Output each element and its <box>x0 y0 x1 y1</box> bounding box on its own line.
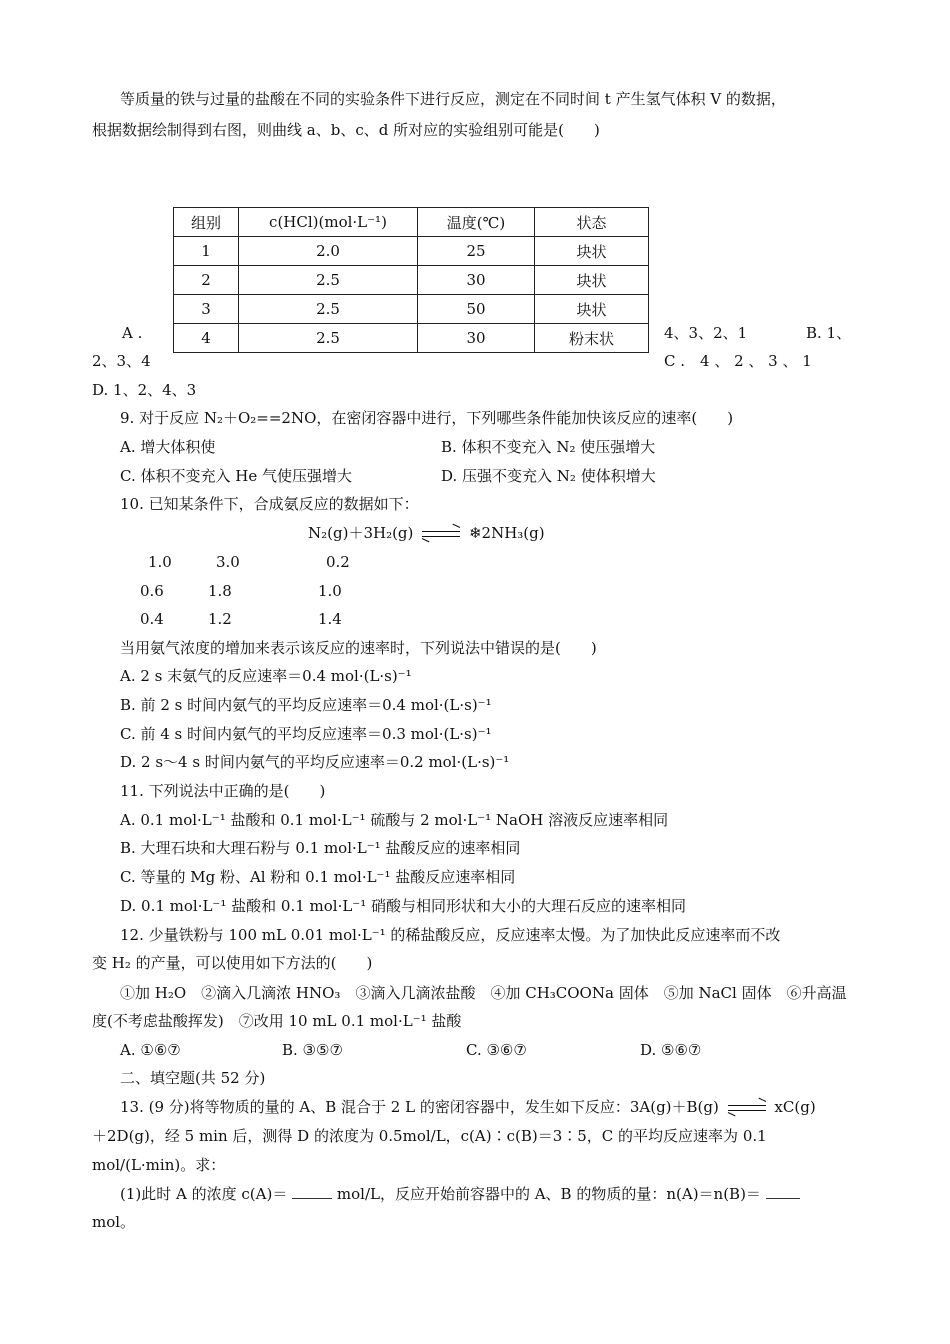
q12-option-c: C. ③⑥⑦ <box>466 1041 527 1059</box>
q10-option-a: A. 2 s 末氨气的反应速率＝0.4 mol·(L·s)⁻¹ <box>120 667 412 685</box>
table-cell: 2 <box>174 266 239 295</box>
q9-stem: 9. 对于反应 N₂＋O₂==2NO，在密闭容器中进行，下列哪些条件能加快该反应的速率( ) <box>120 409 734 427</box>
table-header: 温度(℃) <box>418 208 535 237</box>
equilibrium-arrow-icon <box>422 528 460 540</box>
q10-data-value: 3.0 <box>216 553 240 571</box>
table-cell: 2.5 <box>239 295 418 324</box>
q8-option-a-label: A . <box>122 324 143 342</box>
table-cell: 块状 <box>535 266 649 295</box>
q12-stem-line1: 12. 少量铁粉与 100 mL 0.01 mol·L⁻¹ 的稀盐酸反应，反应速率太慢。为了加快此反应速率而不改 <box>120 926 781 944</box>
q11-option-a: A. 0.1 mol·L⁻¹ 盐酸和 0.1 mol·L⁻¹ 硫酸与 2 mol·L⁻¹ NaOH 溶液反应速率相同 <box>120 811 669 829</box>
q10-data-value: 1.0 <box>148 553 172 571</box>
q12-items-line2: 度(不考虑盐酸挥发) ⑦改用 10 mL 0.1 mol·L⁻¹ 盐酸 <box>92 1012 462 1030</box>
q13-line1-product: xC(g) <box>774 1098 816 1116</box>
q13-part1-text-a: (1)此时 A 的浓度 c(A)＝ <box>120 1185 288 1203</box>
q13-line1-text: 13. (9 分)将等物质的量的 A、B 混合于 2 L 的密闭容器中，发生如下反应：3A(g)＋B(g) <box>120 1098 719 1116</box>
experiment-table <box>173 207 649 353</box>
q10-question: 当用氨气浓度的增加来表示该反应的速率时，下列说法中错误的是( ) <box>120 639 597 657</box>
q13-part1 <box>120 1184 800 1204</box>
q12-option-d: D. ⑤⑥⑦ <box>640 1041 702 1059</box>
q10-data-value: 0.6 <box>140 582 164 600</box>
table-cell: 2.5 <box>239 324 418 353</box>
answer-blank[interactable] <box>292 1184 332 1199</box>
q8-stem-line1: 等质量的铁与过量的盐酸在不同的实验条件下进行反应，测定在不同时间 t 产生氢气体积 V 的数据， <box>120 90 786 108</box>
q12-stem-line2: 变 H₂ 的产量，可以使用如下方法的( ) <box>92 954 373 972</box>
q10-data-value: 0.2 <box>326 553 350 571</box>
q9-option-c: C. 体积不变充入 He 气使压强增大 <box>120 467 352 485</box>
table-cell: 1 <box>174 237 239 266</box>
equation-left: N₂(g)＋3H₂(g) <box>308 524 414 542</box>
table-header: 状态 <box>535 208 649 237</box>
table-row <box>174 266 649 295</box>
q12-option-b: B. ③⑤⑦ <box>282 1041 343 1059</box>
q11-stem: 11. 下列说法中正确的是( ) <box>120 782 326 800</box>
table-cell: 块状 <box>535 295 649 324</box>
q10-equation <box>308 523 545 543</box>
table-cell: 25 <box>418 237 535 266</box>
equilibrium-arrow-icon <box>728 1102 766 1114</box>
q13-line3: mol/(L·min)。求： <box>92 1156 226 1174</box>
table-header-row <box>174 208 649 237</box>
section-title: 二、填空题(共 52 分) <box>120 1069 266 1087</box>
table-cell: 30 <box>418 266 535 295</box>
q13-line1 <box>120 1097 816 1117</box>
q10-data-value: 0.4 <box>140 610 164 628</box>
table-header: c(HCl)(mol·L⁻¹) <box>239 208 418 237</box>
q13-part1-text-b: mol/L，反应开始前容器中的 A、B 的物质的量：n(A)＝n(B)＝ <box>336 1185 761 1203</box>
q9-option-a: A. 增大体积使 <box>120 438 216 456</box>
q8-option-a-value: 4、3、2、1 <box>664 324 748 342</box>
table-cell: 30 <box>418 324 535 353</box>
q8-option-c: C . 4 、 2 、 3 、 1 <box>664 352 812 370</box>
table-row <box>174 237 649 266</box>
q10-option-c: C. 前 4 s 时间内氨气的平均反应速率＝0.3 mol·(L·s)⁻¹ <box>120 725 492 743</box>
q10-data-value: 1.8 <box>208 582 232 600</box>
table-cell: 50 <box>418 295 535 324</box>
equation-right: ❄2NH₃(g) <box>468 524 545 542</box>
q10-data-value: 1.0 <box>318 582 342 600</box>
q12-items-line1: ①加 H₂O ②滴入几滴浓 HNO₃ ③滴入几滴浓盐酸 ④加 CH₃COONa 固体 ⑤加 NaCl 固体 ⑥升高温 <box>120 984 847 1002</box>
table-cell: 2.0 <box>239 237 418 266</box>
q8-option-b-start: B. 1、 <box>806 324 852 342</box>
q9-option-b: B. 体积不变充入 N₂ 使压强增大 <box>441 438 656 456</box>
q12-option-a: A. ①⑥⑦ <box>120 1041 181 1059</box>
q8-option-b-cont: 2、3、4 <box>92 352 151 370</box>
q10-option-d: D. 2 s～4 s 时间内氨气的平均反应速率＝0.2 mol·(L·s)⁻¹ <box>120 753 510 771</box>
table-row <box>174 324 649 353</box>
q13-part1-unit: mol。 <box>92 1213 136 1231</box>
table-cell: 块状 <box>535 237 649 266</box>
table-row <box>174 295 649 324</box>
q11-option-c: C. 等量的 Mg 粉、Al 粉和 0.1 mol·L⁻¹ 盐酸反应速率相同 <box>120 868 516 886</box>
q8-stem-line2: 根据数据绘制得到右图，则曲线 a、b、c、d 所对应的实验组别可能是( ) <box>92 121 600 139</box>
table-cell: 2.5 <box>239 266 418 295</box>
q11-option-b: B. 大理石块和大理石粉与 0.1 mol·L⁻¹ 盐酸反应的速率相同 <box>120 839 521 857</box>
q10-data-value: 1.4 <box>318 610 342 628</box>
table-cell: 粉末状 <box>535 324 649 353</box>
q10-data-value: 1.2 <box>208 610 232 628</box>
table-cell: 3 <box>174 295 239 324</box>
answer-blank[interactable] <box>766 1184 800 1199</box>
table-header: 组别 <box>174 208 239 237</box>
q9-option-d: D. 压强不变充入 N₂ 使体积增大 <box>441 467 656 485</box>
q11-option-d: D. 0.1 mol·L⁻¹ 盐酸和 0.1 mol·L⁻¹ 硝酸与相同形状和大小的大理石反应的速率相同 <box>120 897 687 915</box>
q13-line2: ＋2D(g)，经 5 min 后，测得 D 的浓度为 0.5mol/L，c(A)∶c(B)＝3∶5，C 的平均反应速率为 0.1 <box>92 1127 767 1145</box>
q10-stem: 10. 已知某条件下，合成氨反应的数据如下： <box>120 495 419 513</box>
q10-option-b: B. 前 2 s 时间内氨气的平均反应速率＝0.4 mol·(L·s)⁻¹ <box>120 696 492 714</box>
table-cell: 4 <box>174 324 239 353</box>
q8-option-d: D. 1、2、4、3 <box>92 381 197 399</box>
